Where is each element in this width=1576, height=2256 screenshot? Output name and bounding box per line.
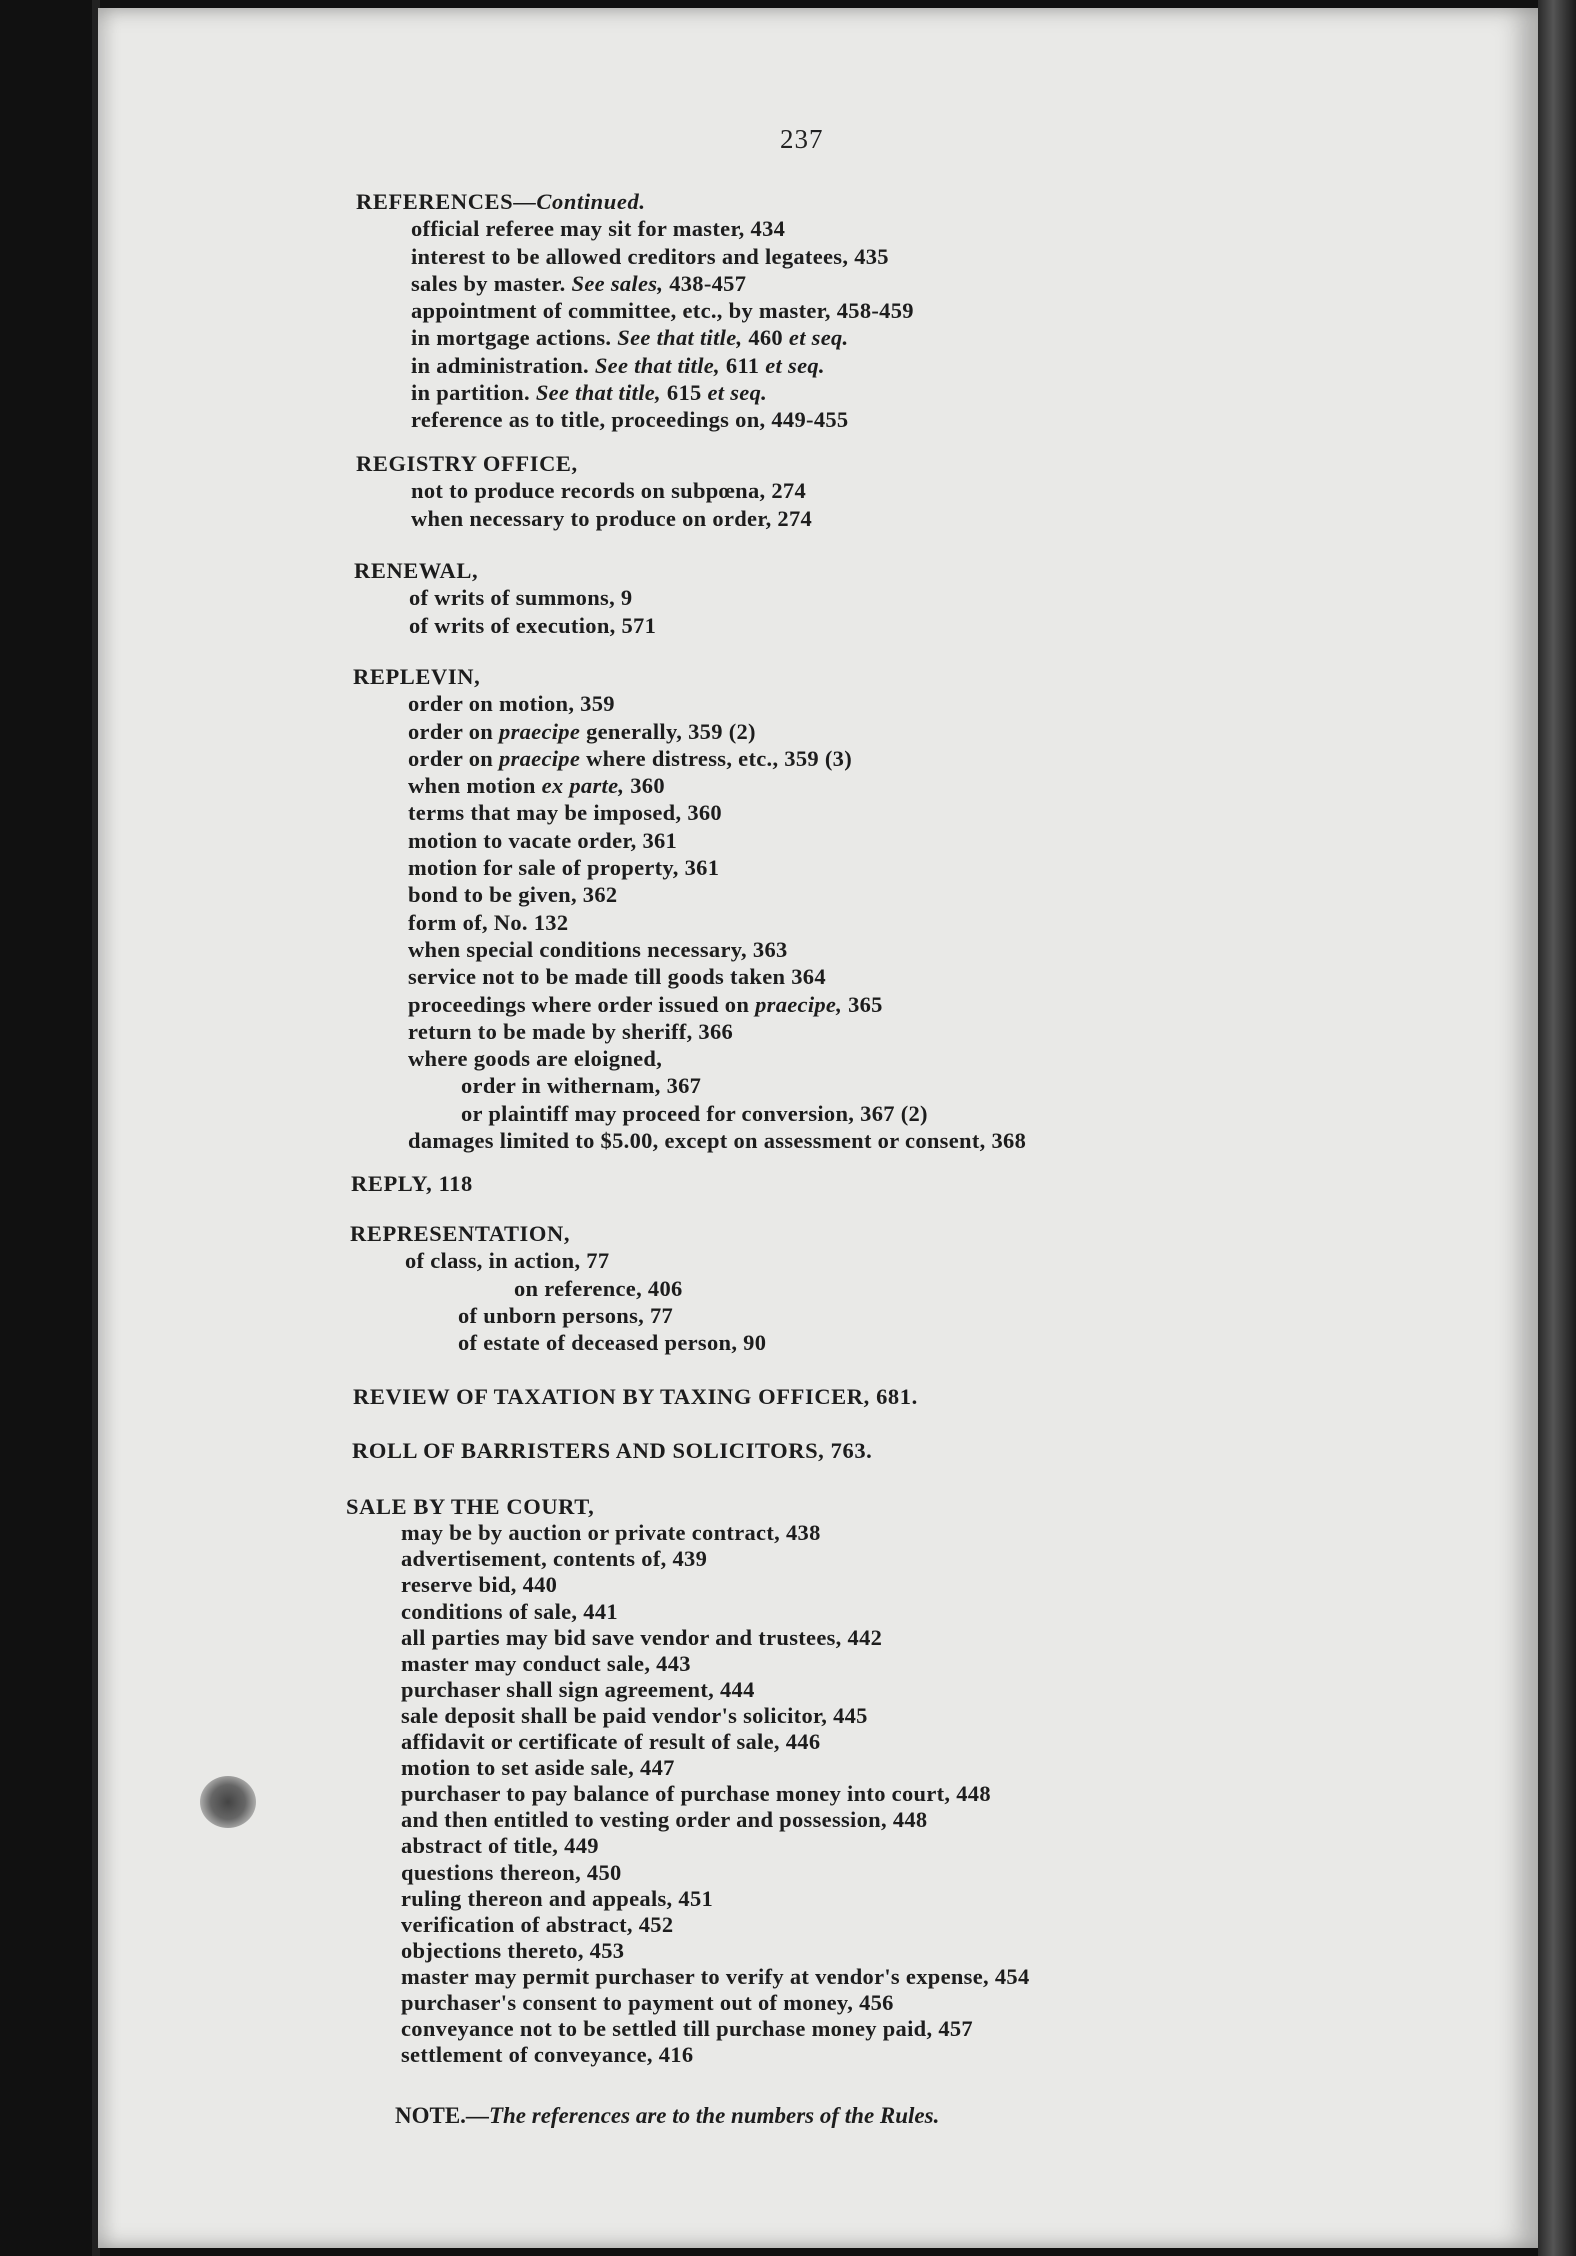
entry-text: proceedings where order issued on	[408, 991, 756, 1017]
entry-text: appointment of committee, etc., by master, 458-459	[411, 298, 914, 324]
index-entry	[353, 827, 1026, 854]
section-heading: ROLL OF BARRISTERS AND SOLICITORS, 763.	[352, 1438, 873, 1463]
entry-text: reference as to title, proceedings on, 449-455	[411, 407, 849, 433]
index-entry	[353, 909, 1026, 936]
section-heading: REFERENCES—Continued.	[356, 189, 646, 214]
entry-italic-text: ex parte,	[541, 773, 625, 799]
entry-text: all parties may bid save vendor and trustees, 442	[401, 1624, 883, 1650]
index-entry	[346, 1651, 1030, 1677]
entry-italic-text: See that title,	[594, 352, 720, 378]
entry-text: official referee may sit for master, 434	[411, 216, 786, 242]
index-entry	[353, 1100, 1026, 1127]
entry-text: of class, in action, 77	[405, 1248, 610, 1274]
entry-text: purchaser's consent to payment out of money, 456	[401, 1989, 894, 2015]
entry-italic-text: et seq.	[788, 325, 849, 351]
entry-italic-text: See sales,	[571, 270, 664, 296]
index-entry	[350, 1247, 766, 1274]
entry-text: of unborn persons, 77	[458, 1302, 674, 1328]
index-entry	[346, 1964, 1030, 1990]
entry-text: conditions of sale, 441	[401, 1598, 618, 1624]
entry-text: order on motion, 359	[408, 691, 615, 717]
entry-text: where goods are eloigned,	[408, 1046, 663, 1072]
entry-text: objections thereto, 453	[401, 1937, 625, 1963]
index-entry	[346, 1807, 1030, 1833]
entry-text: purchaser shall sign agreement, 444	[401, 1676, 755, 1702]
section-heading: REPLY, 118	[351, 1171, 473, 1196]
index-entry	[353, 1072, 1026, 1099]
section-heading: RENEWAL,	[354, 558, 479, 583]
index-entry	[350, 1329, 766, 1356]
index-entry	[346, 1599, 1030, 1625]
index-entry	[350, 1275, 766, 1302]
entry-text: 615	[660, 380, 708, 406]
entry-italic-text: See that title,	[617, 325, 743, 351]
index-entry	[353, 963, 1026, 990]
entry-text: motion to vacate order, 361	[408, 827, 678, 853]
index-entry	[353, 745, 1026, 772]
index-entry	[353, 690, 1026, 717]
entry-text: order on	[408, 718, 500, 744]
entry-text: motion for sale of property, 361	[408, 855, 720, 881]
index-entry	[346, 1781, 1030, 1807]
entry-text: not to produce records on subpœna, 274	[411, 478, 806, 504]
entry-text: master may permit purchaser to verify at vendor's expense, 454	[401, 1963, 1030, 1989]
entry-text: settlement of conveyance, 416	[401, 2042, 694, 2068]
section-renewal	[354, 557, 656, 639]
entry-text: may be by auction or private contract, 438	[401, 1520, 821, 1546]
entry-text: master may conduct sale, 443	[401, 1650, 691, 1676]
entry-text: bond to be given, 362	[408, 882, 618, 908]
index-entry	[346, 1546, 1030, 1572]
entry-text: service not to be made till goods taken 364	[408, 964, 826, 990]
entry-text: advertisement, contents of, 439	[401, 1546, 708, 1572]
index-entry	[346, 1572, 1030, 1598]
index-entry	[353, 799, 1026, 826]
section-roll	[352, 1437, 872, 1464]
index-entry	[346, 1886, 1030, 1912]
index-entry	[353, 1018, 1026, 1045]
entry-text: in administration.	[411, 352, 595, 378]
entry-text: generally, 359 (2)	[580, 718, 756, 744]
entry-italic-text: praecipe	[499, 745, 581, 771]
entry-text: 360	[624, 773, 665, 799]
index-entry	[346, 1833, 1030, 1859]
index-entry	[353, 1045, 1026, 1072]
index-entry	[356, 505, 812, 532]
entry-text: in partition.	[411, 380, 536, 406]
index-entry	[346, 1677, 1030, 1703]
entry-text: damages limited to $5.00, except on assessment or consent, 368	[408, 1128, 1027, 1154]
entry-italic-text: et seq.	[707, 380, 768, 406]
index-entry	[346, 1990, 1030, 2016]
section-heading: REPLEVIN,	[353, 664, 481, 689]
entry-text: or plaintiff may proceed for conversion, 367 (2)	[461, 1100, 928, 1126]
entry-text: and then entitled to vesting order and possession, 448	[401, 1807, 928, 1833]
section-heading: REGISTRY OFFICE,	[356, 451, 578, 476]
entry-text: questions thereon, 450	[401, 1859, 622, 1885]
index-entry	[356, 324, 914, 351]
index-entry	[354, 612, 656, 639]
index-entry	[356, 215, 914, 242]
index-entry	[353, 936, 1026, 963]
entry-text: of writs of execution, 571	[409, 612, 657, 638]
index-entry	[353, 991, 1026, 1018]
section-review	[353, 1383, 918, 1410]
section-registry-office	[356, 450, 812, 532]
index-entry	[356, 270, 914, 297]
index-entry	[350, 1302, 766, 1329]
index-entry	[356, 352, 914, 379]
index-entry	[353, 718, 1026, 745]
entry-text: when special conditions necessary, 363	[408, 936, 788, 962]
index-entry	[346, 1520, 1030, 1546]
entry-text: motion to set aside sale, 447	[401, 1755, 675, 1781]
entry-text: interest to be allowed creditors and legatees, 435	[411, 243, 889, 269]
entry-text: where distress, etc., 359 (3)	[580, 745, 853, 771]
index-entry	[356, 379, 914, 406]
entry-text: 460	[742, 325, 789, 351]
index-entry	[346, 1703, 1030, 1729]
section-heading: SALE BY THE COURT,	[346, 1494, 595, 1519]
index-entry	[346, 2016, 1030, 2042]
entry-text: conveyance not to be settled till purchase money paid, 457	[401, 2016, 973, 2042]
entry-text: ruling thereon and appeals, 451	[401, 1885, 714, 1911]
index-entry	[346, 2042, 1030, 2068]
section-replevin	[353, 663, 1026, 1154]
index-entry	[346, 1625, 1030, 1651]
entry-text: reserve bid, 440	[401, 1572, 558, 1598]
entry-text: verification of abstract, 452	[401, 1911, 674, 1937]
entry-text: return to be made by sheriff, 366	[408, 1018, 734, 1044]
entry-text: 611	[719, 352, 766, 378]
entry-italic-text: praecipe,	[755, 991, 843, 1017]
entry-text: form of, No. 132	[408, 909, 569, 935]
index-entry	[356, 477, 812, 504]
section-representation	[350, 1220, 766, 1356]
entry-italic-text: praecipe	[499, 718, 581, 744]
entry-text: 365	[842, 991, 883, 1017]
entry-text: order in withernam, 367	[461, 1073, 702, 1099]
index-entry	[356, 406, 914, 433]
entry-text: 438-457	[663, 270, 747, 296]
index-entry	[353, 772, 1026, 799]
entry-italic-text: See that title,	[535, 380, 661, 406]
index-entry	[353, 881, 1026, 908]
index-entry	[353, 854, 1026, 881]
index-entry	[353, 1127, 1026, 1154]
entry-text: sales by master.	[411, 270, 572, 296]
index-entry	[346, 1860, 1030, 1886]
index-entry	[346, 1755, 1030, 1781]
section-reply	[351, 1170, 473, 1197]
index-entry	[356, 297, 914, 324]
entry-text: sale deposit shall be paid vendor's solicitor, 445	[401, 1702, 868, 1728]
entry-text: abstract of title, 449	[401, 1833, 599, 1859]
entry-text: in mortgage actions.	[411, 325, 618, 351]
index-entry	[346, 1912, 1030, 1938]
section-references	[356, 188, 914, 434]
index-entry	[346, 1729, 1030, 1755]
ink-smudge	[200, 1776, 256, 1828]
section-sale-by-court	[346, 1493, 1030, 2068]
entry-text: of estate of deceased person, 90	[458, 1330, 767, 1356]
index-entry	[354, 584, 656, 611]
entry-text: of writs of summons, 9	[409, 585, 633, 611]
section-heading: REPRESENTATION,	[350, 1221, 571, 1246]
entry-text: order on	[408, 745, 500, 771]
page-number: 237	[780, 124, 824, 154]
entry-text: on reference, 406	[514, 1275, 683, 1301]
entry-text: when necessary to produce on order, 274	[411, 505, 813, 531]
entry-italic-text: et seq.	[765, 352, 825, 378]
footnote: NOTE.—The references are to the numbers of the Rules.	[395, 2103, 940, 2128]
entry-text: purchaser to pay balance of purchase money into court, 448	[401, 1781, 991, 1807]
entry-text: when motion	[408, 773, 542, 799]
index-entry	[356, 243, 914, 270]
entry-text: terms that may be imposed, 360	[408, 800, 722, 826]
section-heading: REVIEW OF TAXATION BY TAXING OFFICER, 681.	[353, 1384, 918, 1409]
entry-text: affidavit or certificate of result of sale, 446	[401, 1729, 821, 1755]
index-entry	[346, 1938, 1030, 1964]
